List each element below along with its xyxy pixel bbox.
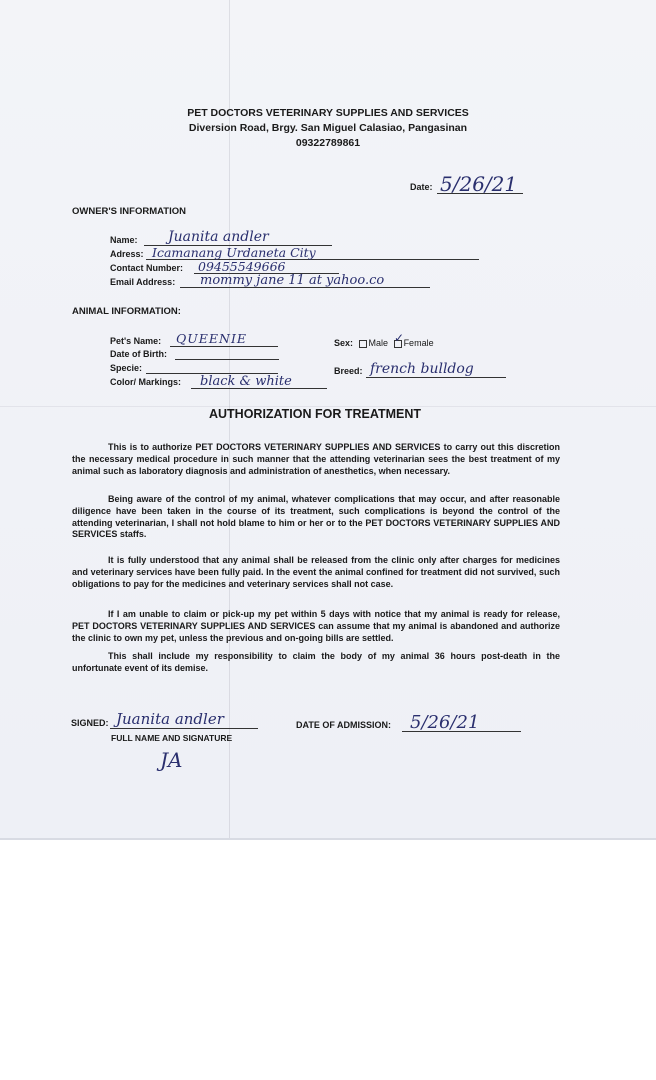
sex-field (334, 338, 434, 348)
date-value: 5/26/21 (440, 172, 518, 196)
initials: JA (160, 748, 183, 772)
authorization-title: AUTHORIZATION FOR TREATMENT (208, 407, 421, 421)
owner-contact-value: 09455549666 (198, 259, 286, 274)
authorization-paragraph-2: Being aware of the control of my animal, whatever complications that may occur, and after reasonable diligence have been taken in the course of its treatment, such complications is beyond the control of the attending veterinarian, I shall not hold blame to him or her or to the PET DOCTORS VETERINARY SUPPLIES AND SERVICES staffs. (72, 494, 560, 540)
sheet-edge (0, 838, 656, 840)
business-phone: 09322789861 (295, 137, 361, 149)
owner-name-value: Juanita andler (168, 229, 269, 245)
business-address: Diversion Road, Brgy. San Miguel Calasiao, Pangasinan (188, 122, 468, 134)
date-label: Date: (410, 182, 433, 192)
sex-label: Sex: (334, 338, 354, 348)
dob-label: Date of Birth: (110, 349, 167, 359)
authorization-paragraph-3: It is fully understood that any animal shall be released from the clinic only after charges for medicines and veterinary services have been fully paid. In the event the animal confined for treatment did not survived, such obligations to pay for the medicines and veterinary services shall not case. (72, 555, 560, 589)
pet-name-value: QUEENIE (176, 331, 248, 346)
breed-value: french bulldog (370, 361, 474, 377)
owner-email-value: mommy jane 11 at yahoo.co (200, 273, 385, 288)
pet-name-line (170, 346, 278, 347)
signature-caption: FULL NAME AND SIGNATURE (111, 733, 233, 743)
animal-section-title: ANIMAL INFORMATION: (72, 306, 181, 317)
signature-value: Juanita andler (116, 710, 224, 728)
owner-section-title: OWNER'S INFORMATION (72, 206, 186, 217)
pet-name-label: Pet's Name: (110, 336, 162, 346)
admission-label: DATE OF ADMISSION: (296, 720, 391, 730)
breed-label: Breed: (334, 366, 363, 376)
owner-address-value: Icamanang Urdaneta City (152, 245, 316, 260)
color-value: black & white (200, 374, 292, 389)
email-label: Email Address: (110, 277, 176, 287)
dob-line (175, 359, 279, 360)
signature-line (110, 728, 258, 729)
breed-line (366, 377, 506, 378)
male-checkbox (359, 340, 367, 348)
male-option: Male (368, 338, 389, 348)
business-name: PET DOCTORS VETERINARY SUPPLIES AND SERVICES (187, 107, 469, 119)
female-option: Female (403, 338, 434, 348)
specie-label: Specie: (110, 363, 143, 373)
name-label: Name: (110, 235, 138, 245)
contact-label: Contact Number: (110, 263, 184, 273)
color-label: Color/ Markings: (110, 377, 182, 387)
authorization-paragraph-1: This is to authorize PET DOCTORS VETERINARY SUPPLIES AND SERVICES to carry out this discretion the necessary medical procedure in such manner that the attending veterinarian sees the best treatment of my animal such as laboratory diagnosis and administration of anesthetics, when necessary. (72, 442, 560, 476)
admission-value: 5/26/21 (410, 712, 480, 733)
authorization-paragraph-4: If I am unable to claim or pick-up my pet within 5 days with notice that my animal is ready for release, PET DOCTORS VETERINARY SUPPLIES AND SERVICES can assume that my animal is abandoned and authorize the clinic to own my pet, unless the previous and on-going bills are settled. (72, 609, 560, 643)
female-checkmark: ✓ (394, 331, 405, 345)
signed-label: SIGNED: (71, 718, 109, 728)
address-label: Adress: (110, 249, 144, 259)
authorization-paragraph-5: This shall include my responsibility to claim the body of my animal 36 hours post-death in the unfortunate event of its demise. (72, 651, 560, 673)
